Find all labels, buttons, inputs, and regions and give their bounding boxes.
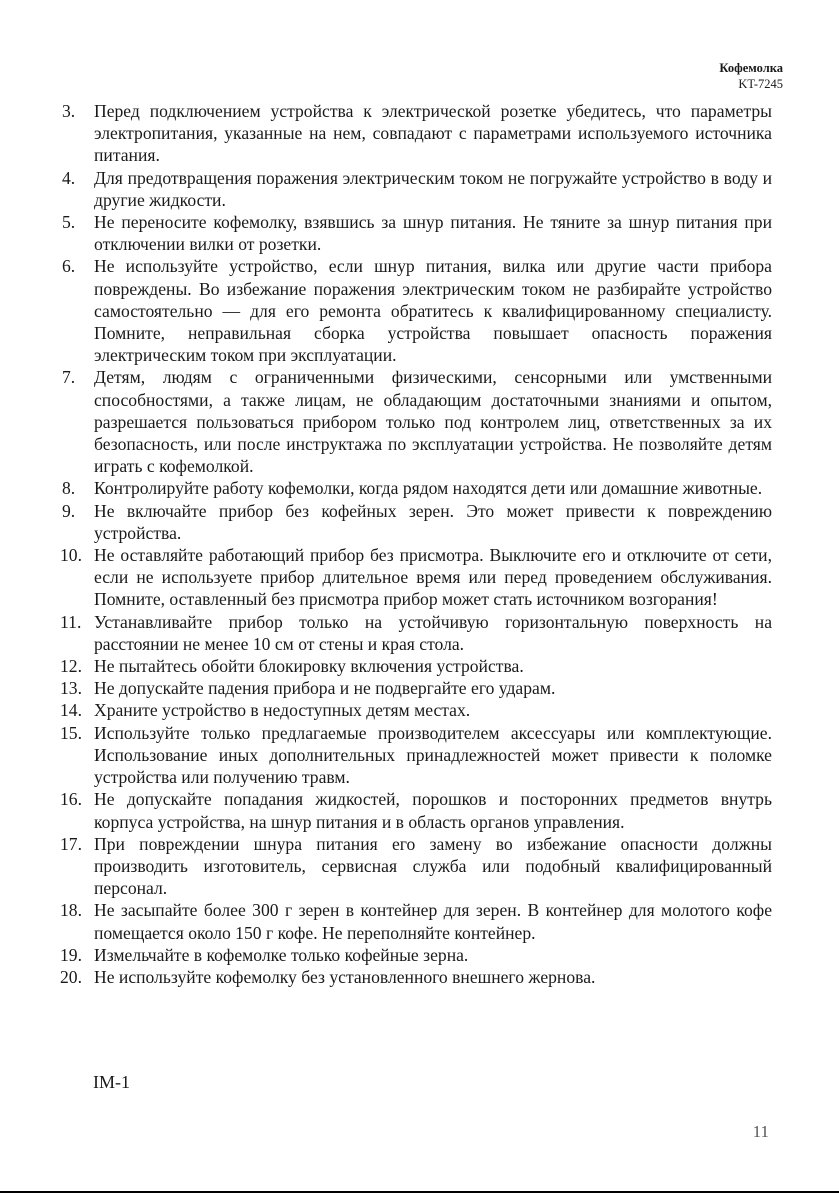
item-text: Не допускайте падения прибора и не подвергайте его ударам. [94, 678, 556, 699]
item-number: 20. [60, 966, 82, 987]
model-number: KT-7245 [738, 77, 783, 91]
item-number: 15. [60, 722, 82, 743]
list-item [62, 211, 772, 255]
item-text: Контролируйте работу кофемолки, когда рядом находятся дети или домашние животные. [94, 478, 763, 499]
item-number: 13. [60, 678, 82, 699]
item-text: При повреждении шнура питания его замену во избежание опасности должны производить изготовитель, сервисная служба или подобный квалифицированный персонал. [94, 833, 772, 899]
item-text: Не переносите кофемолку, взявшись за шнур питания. Не тяните за шнур питания при отключении вилки от розетки. [94, 212, 772, 255]
item-text: Не включайте прибор без кофейных зерен. Это может привести к повреждению устройства. [94, 500, 772, 543]
list-item [62, 255, 772, 366]
list-item [62, 544, 772, 611]
item-number: 17. [60, 833, 82, 854]
list-item [62, 477, 772, 499]
item-text: Не засыпайте более 300 г зерен в контейнер для зерен. В контейнер для молотого кофе помещается около 150 г кофе. Не переполняйте контейнер. [94, 900, 772, 943]
list-item [62, 699, 772, 721]
item-text: Не оставляйте работающий прибор без присмотра. Выключите его и отключите от сети, если не используете прибор длительное время или перед проведением обслуживания. Помните, оставленный без присмотра прибор может стать источником возгорания! [94, 545, 772, 610]
item-text: Устанавливайте прибор только на устойчивую горизонтальную поверхность на расстоянии не менее 10 см от стены и края стола. [94, 611, 772, 654]
item-text: Для предотвращения поражения электрическим током не погружайте устройство в воду и другие жидкости. [94, 167, 772, 210]
item-number: 5. [62, 212, 76, 233]
safety-instructions-list [62, 100, 772, 988]
item-number: 19. [60, 944, 82, 965]
list-item [62, 944, 772, 966]
item-number: 6. [62, 256, 76, 277]
product-title: Кофемолка [719, 61, 783, 75]
item-text: Детям, людям с ограниченными физическими, сенсорными или умственными способностями, а также лицам, не обладающим достаточными знаниями и опытом, разрешается пользоваться прибором только под контролем лиц, ответственных за их безопасность, или после инструктажа по эксплуатации устройства. Не позволяйте детям играть с кофемолкой. [94, 367, 772, 477]
item-text: Используйте только предлагаемые производителем аксессуары или комплектующие. Использование иных дополнительных принадлежностей может привести к поломке устройства или получению травм. [94, 722, 772, 788]
list-item [62, 899, 772, 943]
item-number: 16. [60, 789, 82, 810]
item-text: Измельчайте в кофемолке только кофейные зерна. [94, 944, 469, 965]
item-number: 18. [60, 900, 82, 921]
document-code: IM-1 [93, 1072, 130, 1092]
item-text: Не пытайтесь обойти блокировку включения устройства. [94, 656, 524, 677]
list-item [62, 100, 772, 167]
item-number: 11. [60, 611, 82, 632]
item-number: 8. [62, 478, 76, 499]
list-item [62, 966, 772, 988]
list-item [62, 677, 772, 699]
item-text: Не используйте кофемолку без установленного внешнего жернова. [94, 966, 596, 987]
item-number: 12. [60, 656, 82, 677]
list-item [62, 655, 772, 677]
item-number: 3. [62, 101, 76, 121]
list-item [62, 833, 772, 900]
list-item [62, 167, 772, 211]
list-item [62, 366, 772, 477]
list-item [62, 722, 772, 789]
item-number: 14. [60, 700, 82, 721]
list-item [62, 500, 772, 544]
item-text: Храните устройство в недоступных детям местах. [94, 700, 471, 721]
item-text: Не допускайте попадания жидкостей, порошков и посторонних предметов внутрь корпуса устройства, на шнур питания и в область органов управления. [94, 789, 772, 832]
item-text: Перед подключением устройства к электрической розетке убедитесь, что параметры электропитания, указанные на нем, совпадают с параметрами используемого источника питания. [94, 101, 772, 166]
item-number: 7. [62, 367, 76, 388]
page-header [719, 60, 783, 92]
item-number: 10. [60, 545, 82, 566]
item-number: 4. [62, 167, 76, 188]
list-item [62, 611, 772, 655]
item-number: 9. [62, 500, 76, 521]
list-item [62, 788, 772, 832]
page-number: 11 [752, 1122, 769, 1141]
item-text: Не используйте устройство, если шнур питания, вилка или другие части прибора повреждены. Во избежание поражения электрическим током не разбирайте устройство самостоятельно — для его ремонта обратитесь к квалифицированному специалисту. Помните, неправильная сборка устройства повышает опасность поражения электрическим током при эксплуатации. [94, 256, 772, 366]
